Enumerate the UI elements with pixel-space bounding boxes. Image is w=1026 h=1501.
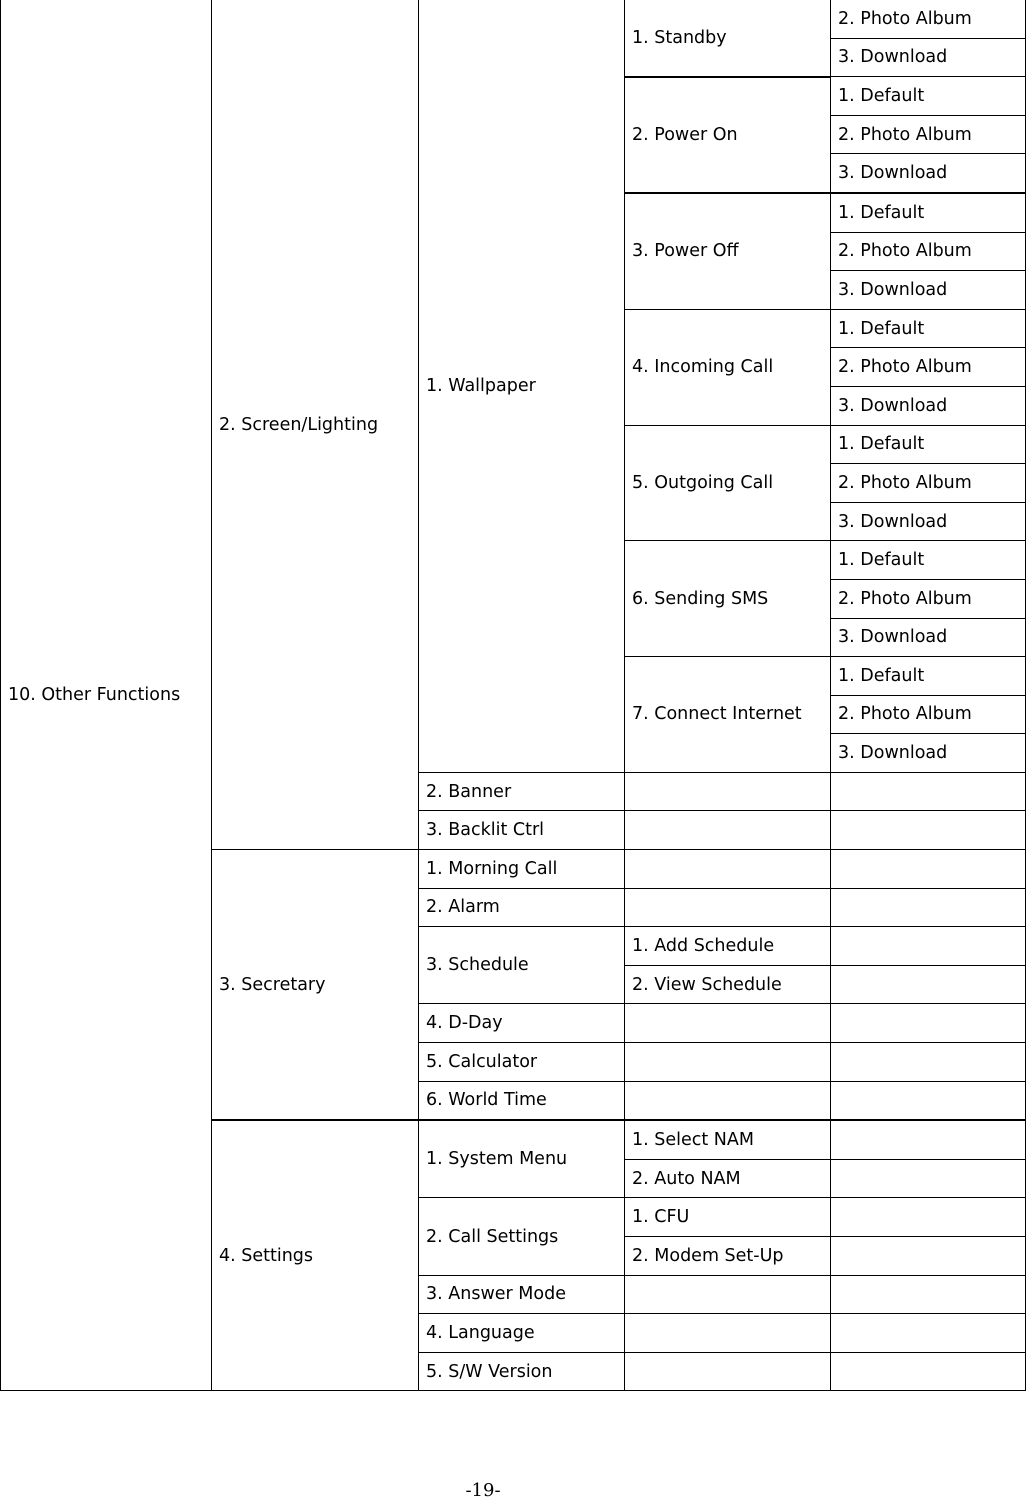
empty-cell [625, 1043, 831, 1082]
option-cell: 3. Download [831, 271, 1026, 310]
empty-cell [625, 1004, 831, 1043]
empty-cell [831, 888, 1026, 927]
option-cell: 2. Photo Album [831, 232, 1026, 271]
level3-banner: 2. Banner [419, 772, 625, 811]
level3-world-time: 6. World Time [419, 1081, 625, 1120]
option-cell: 2. Modem Set-Up [625, 1237, 831, 1276]
level1-other-functions: 10. Other Functions [1, 0, 212, 1391]
level3-alarm: 2. Alarm [419, 888, 625, 927]
empty-cell [831, 1081, 1026, 1120]
level3-wallpaper: 1. Wallpaper [419, 0, 625, 772]
level4-power-off: 3. Power Off [625, 193, 831, 309]
level3-schedule: 3. Schedule [419, 927, 625, 1004]
level3-answer-mode: 3. Answer Mode [419, 1275, 625, 1314]
empty-cell [831, 850, 1026, 889]
option-cell: 1. Select NAM [625, 1120, 831, 1159]
option-cell: 3. Download [831, 734, 1026, 773]
level4-power-on: 2. Power On [625, 77, 831, 193]
level2-secretary: 3. Secretary [212, 850, 419, 1121]
option-cell: 1. Default [831, 541, 1026, 580]
level3-d-day: 4. D-Day [419, 1004, 625, 1043]
level2-screen-lighting: 2. Screen/Lighting [212, 0, 419, 850]
option-cell: 2. Photo Album [831, 695, 1026, 734]
option-cell: 1. Default [831, 193, 1026, 232]
level3-backlit-ctrl: 3. Backlit Ctrl [419, 811, 625, 850]
empty-cell [625, 772, 831, 811]
empty-cell [831, 811, 1026, 850]
empty-cell [625, 888, 831, 927]
empty-cell [831, 1159, 1026, 1198]
empty-cell [625, 811, 831, 850]
level3-system-menu: 1. System Menu [419, 1120, 625, 1198]
empty-cell [831, 772, 1026, 811]
table-row [1, 0, 1026, 38]
level4-standby: 1. Standby [625, 0, 831, 77]
level3-language: 4. Language [419, 1314, 625, 1353]
level3-sw-version: 5. S/W Version [419, 1352, 625, 1391]
level2-settings: 4. Settings [212, 1120, 419, 1391]
empty-cell [625, 1352, 831, 1391]
option-cell: 3. Download [831, 502, 1026, 541]
option-cell: 1. Default [831, 309, 1026, 348]
option-cell: 3. Download [831, 618, 1026, 657]
page-number: -19- [465, 1480, 501, 1501]
option-cell: 3. Download [831, 154, 1026, 193]
level3-calculator: 5. Calculator [419, 1043, 625, 1082]
option-cell: 1. CFU [625, 1198, 831, 1237]
empty-cell [831, 1275, 1026, 1314]
option-cell: 3. Download [831, 38, 1026, 77]
option-cell: 1. Default [831, 77, 1026, 116]
option-cell: 3. Download [831, 386, 1026, 425]
option-cell: 1. Default [831, 425, 1026, 464]
level4-outgoing-call: 5. Outgoing Call [625, 425, 831, 541]
empty-cell [831, 1043, 1026, 1082]
level4-connect-internet: 7. Connect Internet [625, 657, 831, 773]
level4-incoming-call: 4. Incoming Call [625, 309, 831, 425]
option-cell: 2. Photo Album [831, 464, 1026, 503]
option-cell: 2. Photo Album [831, 348, 1026, 387]
empty-cell [831, 965, 1026, 1004]
option-cell: 2. Auto NAM [625, 1159, 831, 1198]
level3-call-settings: 2. Call Settings [419, 1198, 625, 1275]
empty-cell [831, 1004, 1026, 1043]
empty-cell [831, 1314, 1026, 1353]
empty-cell [625, 1081, 831, 1120]
option-cell: 1. Default [831, 657, 1026, 696]
level4-sending-sms: 6. Sending SMS [625, 541, 831, 657]
empty-cell [831, 927, 1026, 966]
empty-cell [625, 1314, 831, 1353]
empty-cell [831, 1198, 1026, 1237]
empty-cell [831, 1352, 1026, 1391]
option-cell: 1. Add Schedule [625, 927, 831, 966]
level3-morning-call: 1. Morning Call [419, 850, 625, 889]
option-cell: 2. View Schedule [625, 965, 831, 1004]
empty-cell [831, 1237, 1026, 1276]
empty-cell [625, 1275, 831, 1314]
option-cell: 2. Photo Album [831, 579, 1026, 618]
empty-cell [831, 1120, 1026, 1159]
option-cell: 2. Photo Album [831, 0, 1026, 38]
empty-cell [625, 850, 831, 889]
option-cell: 2. Photo Album [831, 115, 1026, 154]
